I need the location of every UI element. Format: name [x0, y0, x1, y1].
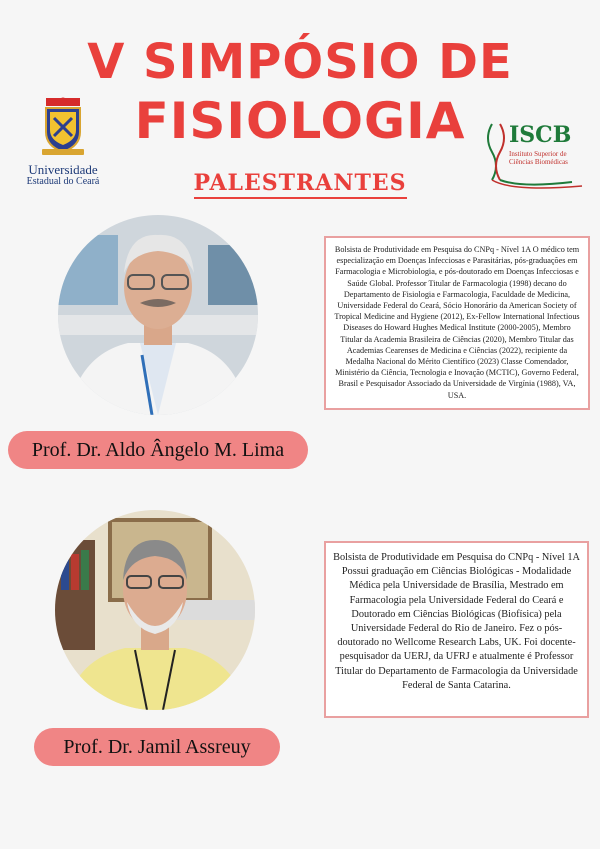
speaker-2-name: Prof. Dr. Jamil Assreuy: [34, 728, 280, 766]
speaker-2-photo: [55, 510, 255, 710]
speaker-1-bio: Bolsista de Produtividade em Pesquisa do CNPq - Nível 1A O médico tem especialização em Doenças Infecciosas e Parasitárias, pós-graduações em Farmacologia e Microbiologia, e pós-doutorado em Doenças Infecciosas e Saúde Global. Professor Titular de Farmacologia (1998) decano do Departamento de Fisiologia e Farmacologia, Faculdade de Medicina, Universidade Federal do Ceará, Sócio Honorário da American Society of Tropical Medicine and Hygiene (2012), Ex-Fellow International Infectious Diseases do Howard Hughes Medical Institute (2000-2005), Membro Titular da Academia Brasileira de Ciências (2020), Membro Titular das Academias Cearenses de Medicina e Ciências (2022), recipiente da Medalha Nacional do Mérito Científico (2023) Classe Comendador, Ministério da Ciência, Tecnologia e Inovação (MCTIC), Governo Federal, Brasil e Pesquisador Associado da Universidade de Virgínia (1988), VA, USA.: [324, 236, 590, 410]
iscb-logo: [482, 116, 592, 192]
event-title-line1: V SIMPÓSIO DE: [87, 34, 513, 90]
iscb-subtitle: Instituto Superior de Ciências Biomédicas: [509, 150, 568, 166]
iscb-name: ISCB: [509, 122, 572, 148]
speaker-2-bio: Bolsista de Produtividade em Pesquisa do CNPq - Nível 1A Possui graduação em Ciências Biológicas - Modalidade Médica pela Universidade de Brasília, Mestrado em Farmacologia pela Universidade Federal do Ceará e Doutorado em Ciências Biológicas (Biofísica) pela Universidade Federal do Rio de Janeiro. Fez o pós-doutorado no Wellcome Research Labs, UK. Foi docente-pesquisador da UERJ, da UFRJ e atualmente é Professor Titular do Departamento de Farmacologia da Universidade Federal de Santa Catarina.: [324, 541, 589, 718]
uece-name-line1: Universidade: [28, 162, 98, 177]
event-title-line2: FISIOLOGIA: [134, 92, 466, 150]
speaker-1-photo: [58, 215, 258, 415]
speaker-1-name: Prof. Dr. Aldo Ângelo M. Lima: [8, 431, 308, 469]
uece-crest-icon: [36, 96, 90, 158]
uece-name-line2: Estadual do Ceará: [26, 176, 100, 187]
subtitle-text: PALESTRANTES: [194, 170, 407, 199]
uece-logo: [8, 96, 118, 188]
